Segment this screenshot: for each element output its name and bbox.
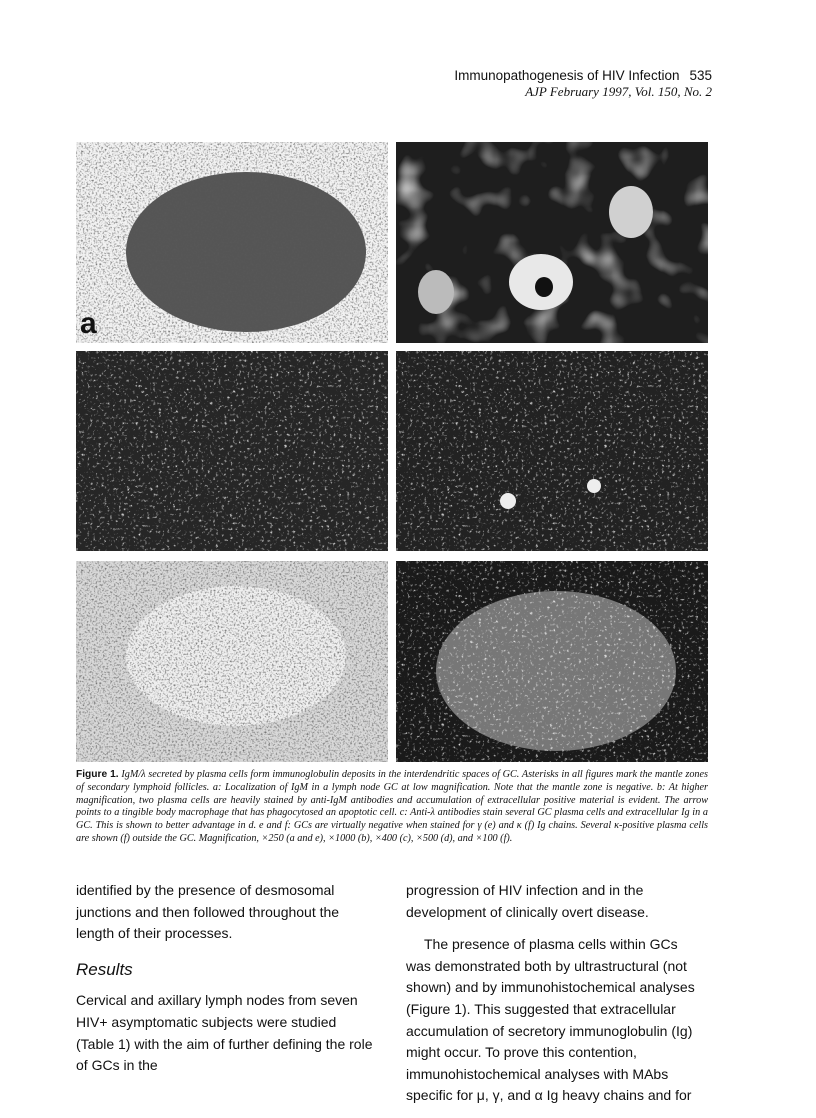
micrograph-f xyxy=(396,561,708,762)
running-title: Immunopathogenesis of HIV Infection xyxy=(454,68,680,83)
micrograph-d xyxy=(396,351,708,551)
section-heading-results: Results xyxy=(76,959,133,979)
figure-panel-b xyxy=(396,142,708,343)
figure-panel-d xyxy=(396,351,708,551)
left-paragraph-1: identified by the presence of desmosomal junctions and then followed throughout the length of their processes. xyxy=(76,882,340,942)
figure-caption xyxy=(76,769,708,846)
figure-panel-e xyxy=(76,561,388,762)
page-number: 535 xyxy=(689,68,712,83)
panel-label-a: a xyxy=(80,307,97,340)
running-header xyxy=(454,68,712,100)
right-paragraph-2: The presence of plasma cells within GCs was demonstrated both by ultrastructural (not shown) and by immunohistochemical analyses (Figure 1). This suggested that extracellular accumulation of secretory immunoglobulin (Ig) might occur. To prove this contention, immunohistochemical analyses with MAbs specific for μ, γ, and α Ig heavy chains and for xyxy=(406,936,695,1104)
left-paragraph-2: Cervical and axillary lymph nodes from seven HIV+ asymptomatic subjects were studied (Table 1) with the aim of further defining the role of GCs in the xyxy=(76,992,373,1074)
micrograph-b xyxy=(396,142,708,343)
left-column xyxy=(76,880,376,1088)
right-column xyxy=(406,880,706,1118)
micrograph-c xyxy=(76,351,388,551)
journal-line: AJP February 1997, Vol. 150, No. 2 xyxy=(525,84,712,99)
figure-panel-f xyxy=(396,561,708,762)
figure-panel-c xyxy=(76,351,388,551)
figure-panel-a xyxy=(76,142,388,343)
figure-caption-label: Figure 1. xyxy=(76,769,119,780)
figure-caption-text: IgM/λ secreted by plasma cells form immunoglobulin deposits in the interdendritic spaces of GC. Asterisks in all figures mark the mantle zones of secondary lymphoid follicles. a: Localization of IgM in a lymph node GC at low magnification. Note that the mantle zone is negative. b: At higher magnification, two plasma cells are heavily stained by anti-IgM antibodies and accumulation of extracellular positive material is evident. The arrow points to a tingible body macrophage that has phagocytosed an apoptotic cell. c: Anti-λ antibodies stain several GC plasma cells and extracellular Ig in a GC. This is shown to better advantage in d. e and f: GCs are virtually negative when stained for γ (e) and κ (f) Ig chains. Several κ-positive plasma cells are shown (f) outside the GC. Magnification, ×250 (a and e), ×1000 (b), ×400 (c), ×500 (d), and ×100 (f). xyxy=(76,769,708,844)
micrograph-e xyxy=(76,561,388,762)
right-paragraph-1: progression of HIV infection and in the development of clinically overt disease. xyxy=(406,882,649,920)
micrograph-a xyxy=(76,142,388,343)
